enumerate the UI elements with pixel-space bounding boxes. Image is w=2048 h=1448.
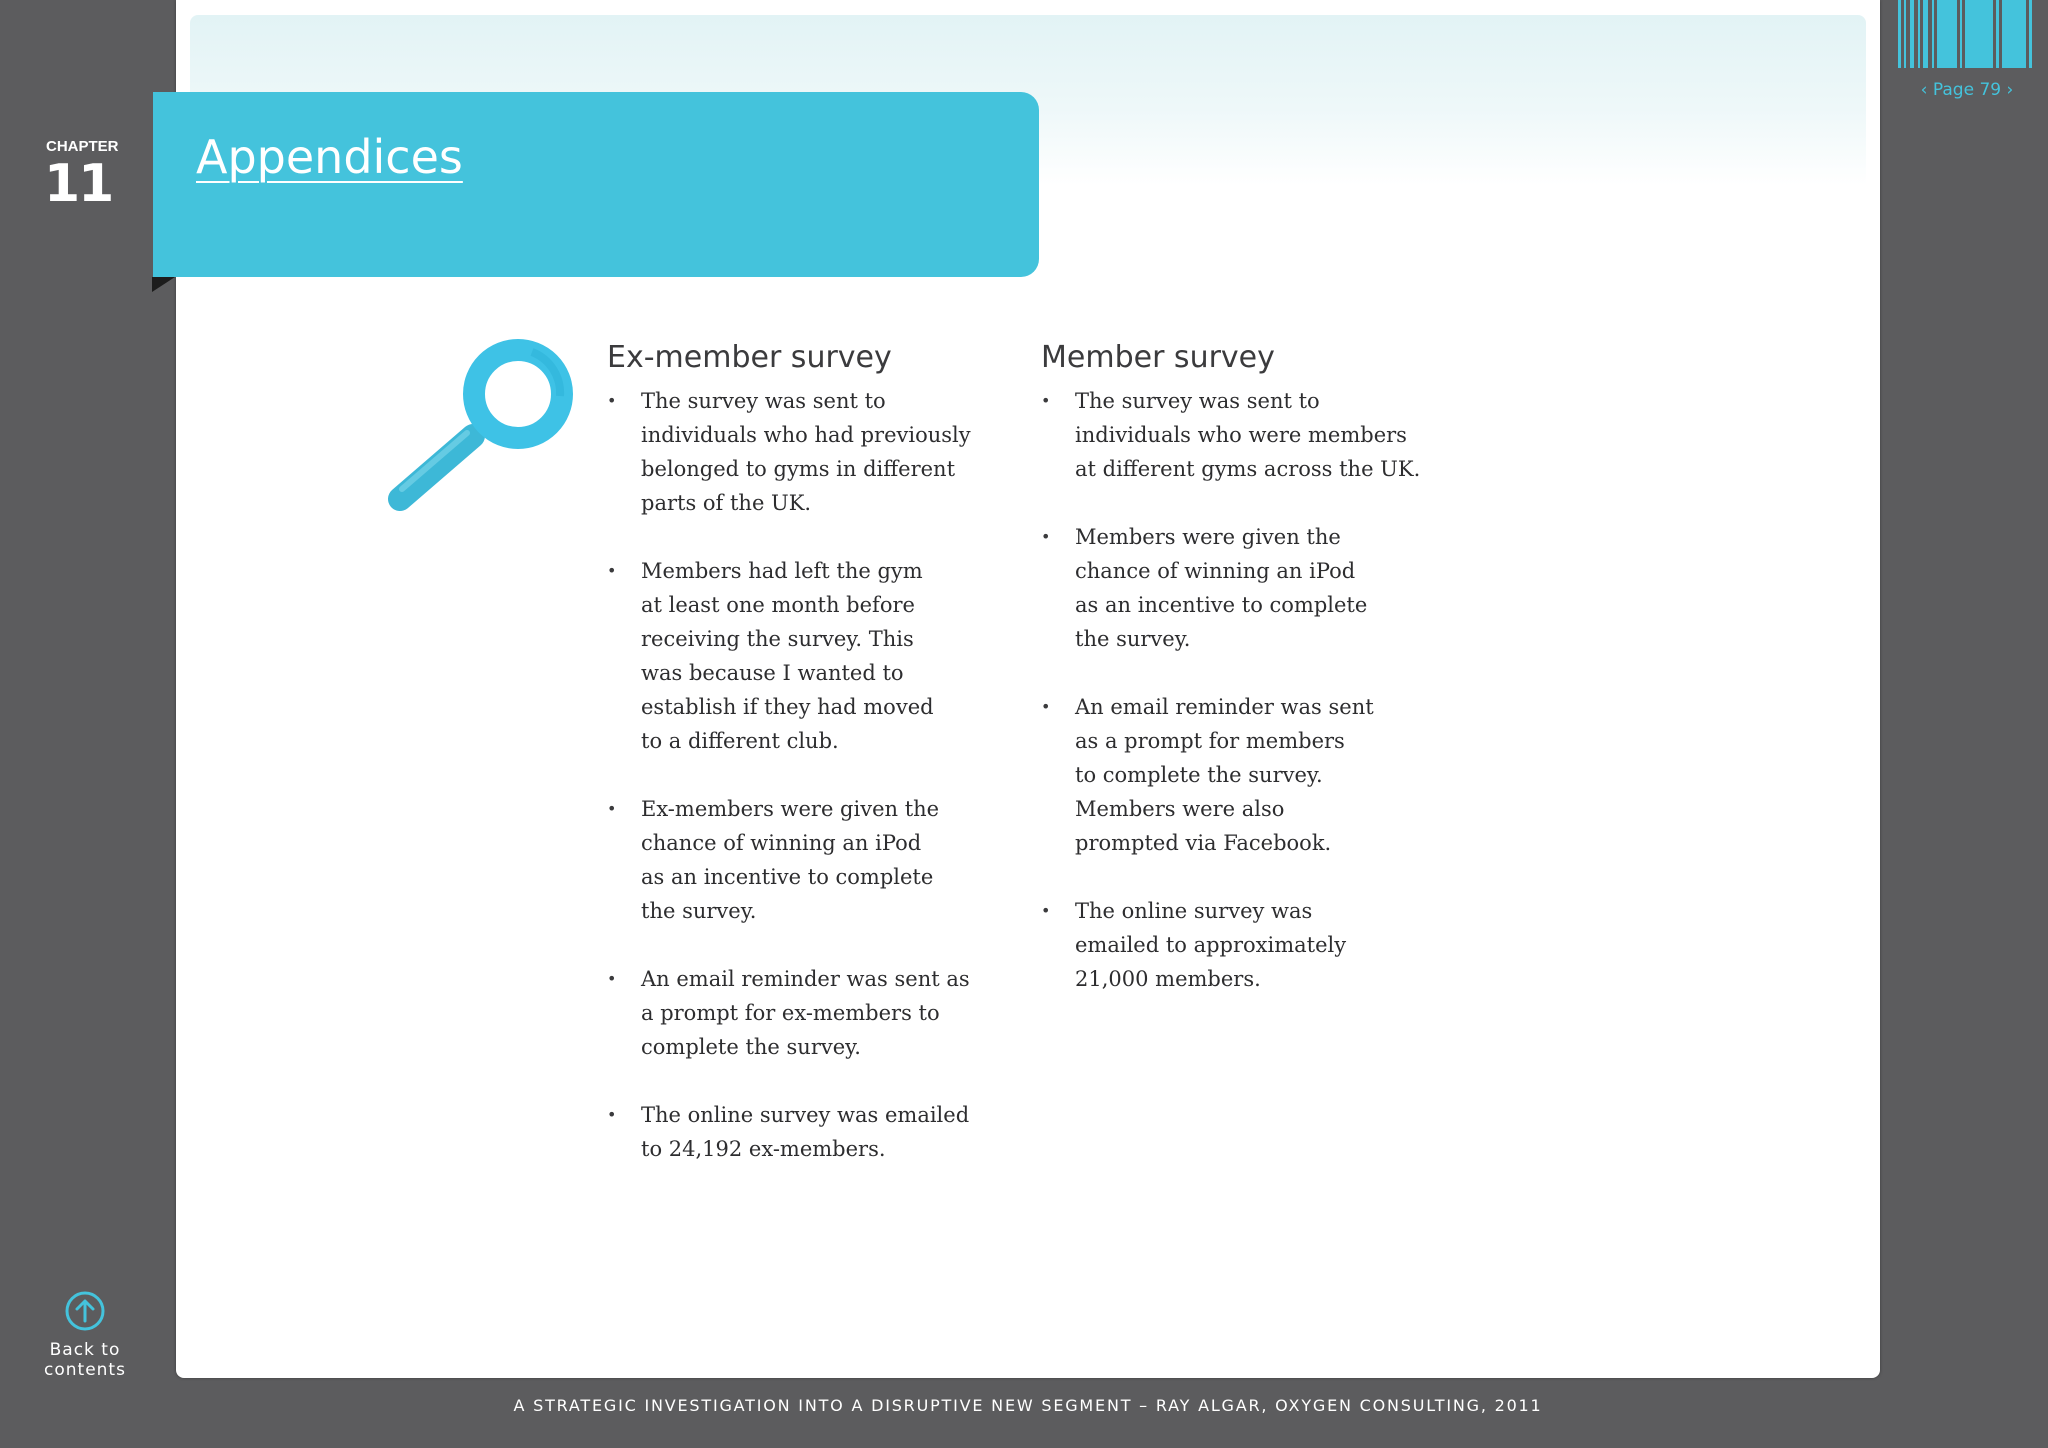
prev-page-button[interactable]: ‹ bbox=[1920, 80, 1928, 100]
ex-member-survey-title: Ex-member survey bbox=[607, 340, 892, 375]
header-tab-fold bbox=[152, 277, 175, 292]
barcode-icon bbox=[1898, 0, 2032, 68]
member-survey-title: Member survey bbox=[1041, 340, 1275, 375]
back-to-contents-line1: Back to bbox=[49, 1340, 121, 1360]
arrow-up-circle-icon bbox=[64, 1290, 106, 1332]
back-to-contents-button[interactable] bbox=[40, 1290, 130, 1380]
member-survey-list bbox=[1041, 384, 1461, 996]
list-item: • The survey was sent to individuals who were members at different gyms across the UK. bbox=[1041, 384, 1461, 486]
ex-member-survey-list bbox=[607, 384, 1007, 1166]
back-to-contents-line2: contents bbox=[44, 1360, 126, 1380]
list-item: • An email reminder was sent as a prompt for ex-members to complete the survey. bbox=[607, 962, 1007, 1064]
list-item: • The online survey was emailed to 24,192 ex-members. bbox=[607, 1098, 1007, 1166]
chapter-label: CHAPTER bbox=[46, 138, 119, 155]
ex-member-survey-column bbox=[607, 336, 1007, 1200]
footer-text: A STRATEGIC INVESTIGATION INTO A DISRUPTIVE NEW SEGMENT – RAY ALGAR, OXYGEN CONSULTING, 2011 bbox=[513, 1396, 1543, 1415]
page-title[interactable]: Appendices bbox=[196, 130, 463, 184]
list-item: • The online survey was emailed to approximately 21,000 members. bbox=[1041, 894, 1461, 996]
list-item: • Members had left the gym at least one month before receiving the survey. This was because I wanted to establish if they had moved to a different club. bbox=[607, 554, 1007, 758]
list-item: • The survey was sent to individuals who had previously belonged to gyms in different parts of the UK. bbox=[607, 384, 1007, 520]
magnifying-glass-icon bbox=[380, 336, 580, 516]
next-page-button[interactable]: › bbox=[2006, 80, 2014, 100]
list-item: • Members were given the chance of winning an iPod as an incentive to complete the survey. bbox=[1041, 520, 1461, 656]
page-number: Page 79 bbox=[1932, 80, 2002, 100]
list-item: • Ex-members were given the chance of winning an iPod as an incentive to complete the survey. bbox=[607, 792, 1007, 928]
page-navigation bbox=[1912, 78, 2022, 102]
list-item: • An email reminder was sent as a prompt for members to complete the survey. Members were also prompted via Facebook. bbox=[1041, 690, 1461, 860]
chapter-number: 11 bbox=[44, 154, 113, 214]
member-survey-column bbox=[1041, 336, 1461, 1030]
